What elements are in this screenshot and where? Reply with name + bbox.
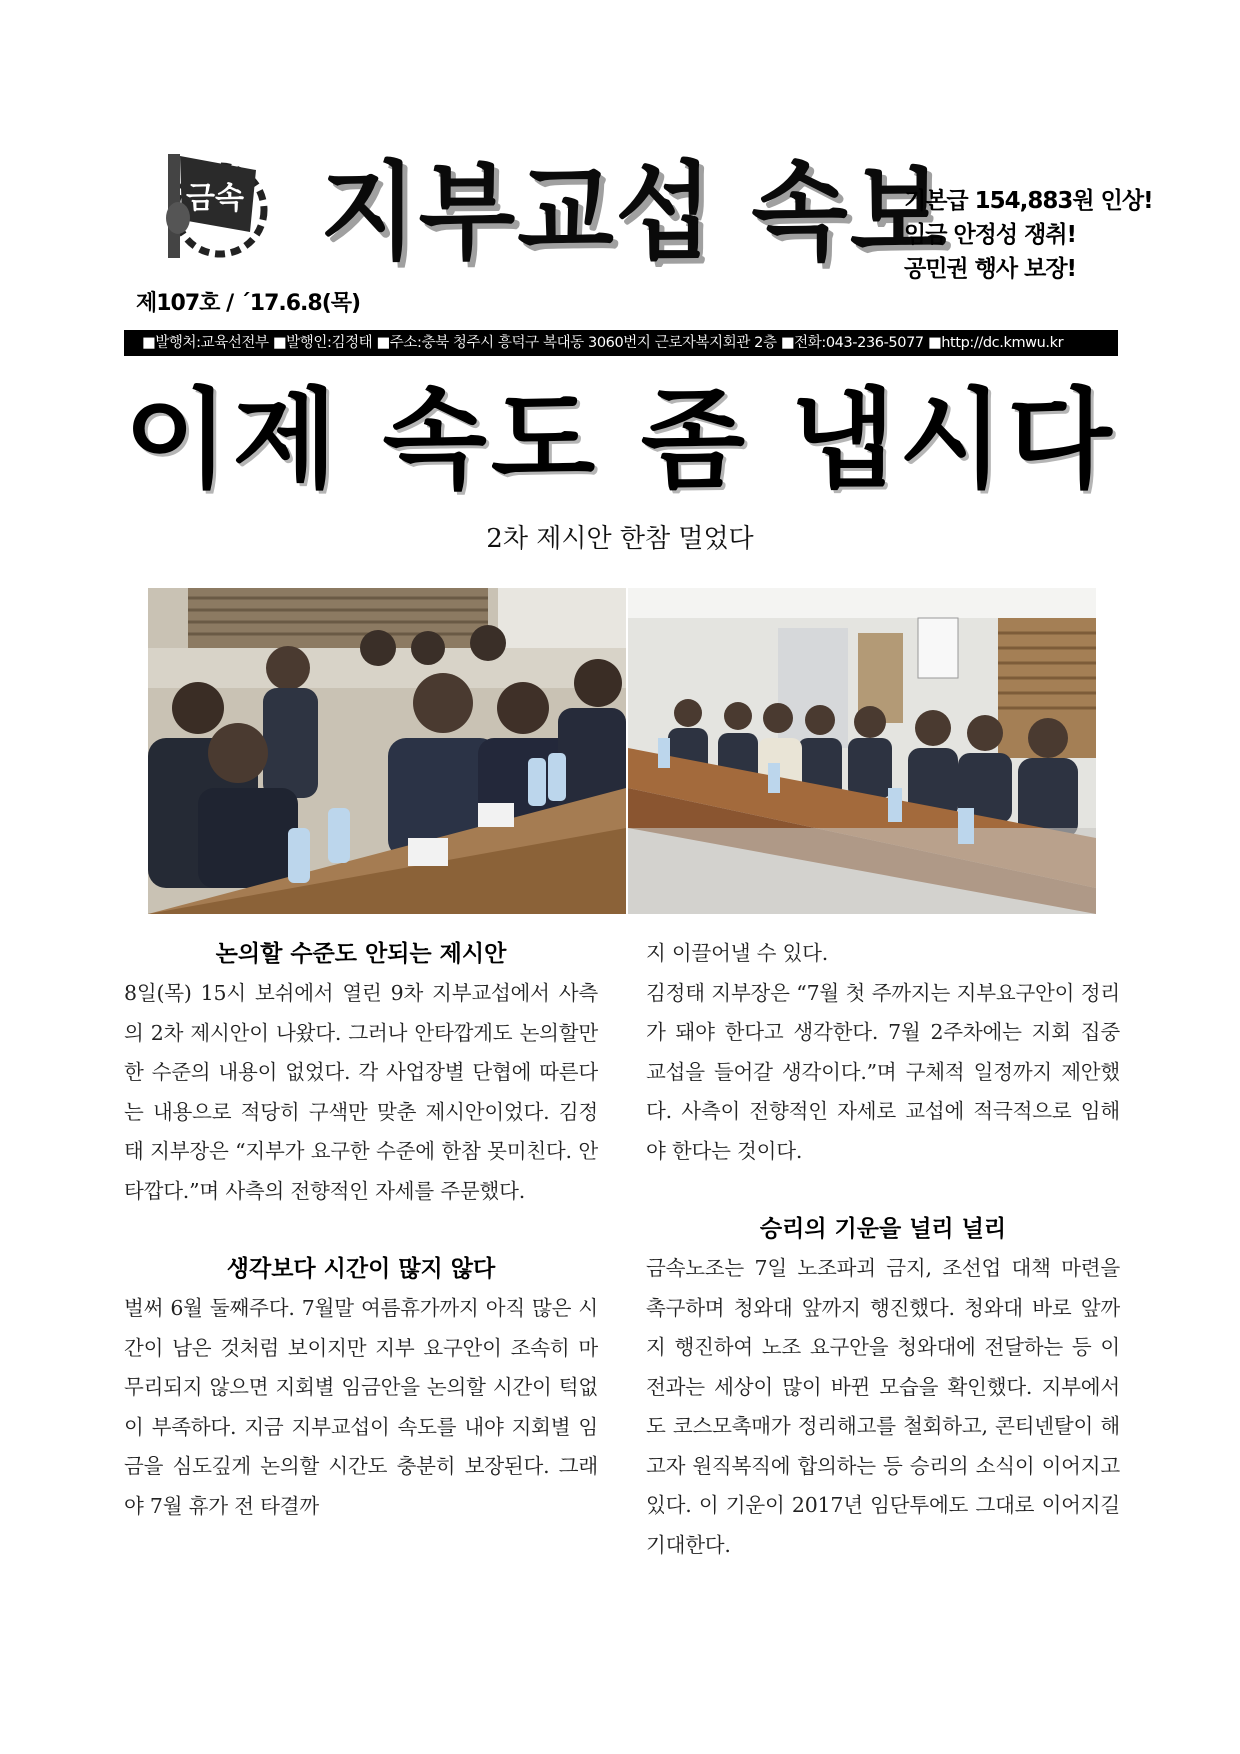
slogan-item: 기본급 154,883원 인상! [904,188,1153,214]
section-body-victory: 금속노조는 7일 노조파괴 금지, 조선업 대책 마련을 촉구하며 청와대 앞까지 행진했다. 청와대 바로 앞까지 행진하여 노조 요구안을 청와대에 전달하는 등 이전과는 세상이 많이 바뀐 모습을 확인했다. 지부에서도 코스모촉매가 정리해고를 철회하고, 콘티넨탈이 해고자 원직복직에 합의하는 등 승리의 소식이 이어지고 있다. 이 기운이 2017년 임단투에도 그대로 이어지길 기대한다. [646,1256,1120,1557]
union-fist-flag-logo-icon [160,148,272,260]
section-body-time: 벌써 6월 둘째주다. 7월말 여름휴가까지 아직 많은 시간이 남은 것처럼 보이지만 지부 요구안이 조속히 마무리되지 않으면 지회별 임금안을 논의할 시간이 턱없이 부족하다. 지금 지부교섭이 속도를 내야 지회별 임금을 심도깊게 논의할 시간도 충분히 보장된다. 그래야 7월 휴가 전 타결까 [124,1296,598,1518]
subheadline: 2차 제시안 한참 멀었다 [486,524,754,554]
right-column [646,934,1120,1565]
masthead-title: 지부교섭 속보 [320,150,949,275]
issue-number: 제107호 / ´17.6.8(목) [136,291,361,316]
meeting-photo-conference-room [628,588,1096,914]
meeting-photo-union-side [148,588,626,914]
publisher-info-bar: ■발행처:교육선전부 ■발행인:김정태 ■주소:충북 청주시 흥덕구 복대동 3060번지 근로자복지회관 2층 ■전화:043-236-5077 ■http://dc.kmwu.kr [124,330,1118,356]
section-title-time: 생각보다 시간이 많지 않다 [226,1256,496,1282]
union-logo [160,148,272,260]
section-title-victory: 승리의 기운을 널리 널리 [759,1216,1007,1242]
section-body-time-continued: 지 이끌어낼 수 있다. [646,941,829,965]
left-column [124,934,598,1526]
slogan-list [904,184,1153,286]
headline: 이제 속도 좀 냅시다 [124,378,1116,503]
section-body-proposal: 8일(목) 15시 보쉬에서 열린 9차 지부교섭에서 사측의 2차 제시안이 나왔다. 그러나 안타깝게도 논의할만한 수준의 내용이 없었다. 각 사업장별 단협에 따른다는 내용으로 적당히 구색만 맞춘 제시안이었다. 김정태 지부장은 “지부가 요구한 수준에 한참 못미친다. 안타깝다.”며 사측의 전향적인 자세를 주문했다. [124,981,598,1203]
slogan-item: 공민권 행사 보장! [904,256,1077,282]
logo-text: 금속 [186,181,244,216]
section-title-proposal: 논의할 수준도 안되는 제시안 [215,941,507,967]
slogan-item: 임금 안정성 쟁취! [904,222,1077,248]
section-body-schedule: 김정태 지부장은 “7월 첫 주까지는 지부요구안이 정리가 돼야 한다고 생각한다. 7월 2주차에는 지회 집중 교섭을 들어갈 생각이다.”며 구체적 일정까지 제안했다. 사측이 전향적인 자세로 교섭에 적극적으로 임해야 한다는 것이다. [646,980,1120,1163]
